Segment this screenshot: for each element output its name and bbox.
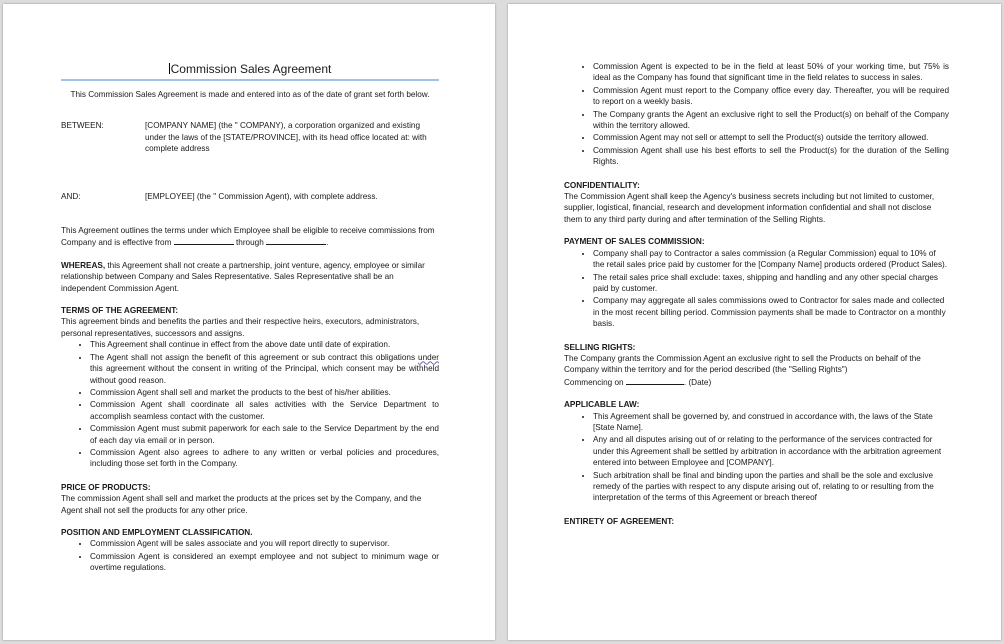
list-item[interactable]: • This Agreement shall continue in effect from the above date until date of expiration. (90, 339, 439, 350)
list-item[interactable]: • Company shall pay to Contractor a sales commission (a Regular Commission) equal to 10% of the retail sales price paid by customer for the [Company Name] products ordered (Product Sales). (593, 248, 949, 271)
whereas-paragraph[interactable]: WHEREAS, this Agreement shall not create a partnership, joint venture, agency, employee or similar relationship between Company and Sales Representative. Sales Representative shall be an independent Commission Agent. (61, 260, 425, 293)
list-item[interactable]: • Commission Agent will be sales associate and you will report directly to supervisor. (90, 538, 439, 549)
and-block[interactable] (61, 191, 439, 202)
commencing-date-blank[interactable] (626, 376, 684, 385)
intro-paragraph[interactable]: This Commission Sales Agreement is made and entered into as of the date of grant set forth below. (70, 90, 430, 99)
title-underline (61, 79, 439, 81)
and-label: AND: (61, 191, 81, 201)
list-item[interactable]: • Commission Agent must submit paperwork for each sale to the Service Department by the end of each day via email or in person. (90, 423, 439, 446)
list-item[interactable]: • Commission Agent also agrees to adhere to any written or verbal policies and procedures, including those set forth in the Company. (90, 447, 439, 470)
applicable-law-heading: APPLICABLE LAW: (564, 400, 640, 410)
date-blank-through[interactable] (266, 236, 326, 245)
terms-paragraph[interactable]: This agreement binds and benefits the parties and their respective heirs, executors, administrators, personal representatives, successors and assigns. (61, 317, 420, 338)
position-heading: POSITION AND EMPLOYMENT CLASSIFICATION. (61, 527, 253, 537)
list-item[interactable]: • The retail sales price shall exclude: taxes, shipping and handling and any other special charges paid by customer. (593, 272, 949, 295)
payment-list (564, 248, 949, 330)
between-text: [COMPANY NAME] (the " COMPANY), a corporation organized and existing under the laws of the [STATE/PROVINCE], with its head office located at: with complete address (145, 121, 427, 154)
confidentiality-paragraph[interactable]: The Commission Agent shall keep the Agency's business secrets including but not limited to customer, supplier, logistical, financial, research and development information confidential and shall not disclose them to any third party during and after termination of the Selling Rights. (564, 192, 935, 224)
terms-heading: TERMS OF THE AGREEMENT: (61, 306, 179, 316)
commencing-line[interactable]: Commencing on . (Date) (564, 377, 712, 387)
entirety-heading: ENTIRETY OF AGREEMENT: (564, 516, 675, 526)
price-paragraph[interactable]: The commission Agent shall sell and market the products at the prices set by the Company, and the Agent shall not sell the products for any other price. (61, 494, 422, 515)
terms-list (61, 339, 439, 469)
position-list (61, 538, 439, 573)
list-item[interactable]: • Any and all disputes arising out of or relating to the performance of the services contracted for under this Agreement shall be settled by arbitration in accordance with the arbitration agreement entered into between Employee and [COMPANY]. (593, 434, 949, 468)
selling-rights-paragraph[interactable]: The Company grants the Commission Agent an exclusive right to sell the Products on behalf of the Company within the territory and for the period described (the "Selling Rights") (564, 353, 921, 375)
confidentiality-heading: CONFIDENTIALITY: (564, 180, 640, 190)
selling-rights-heading: SELLING RIGHTS: (564, 342, 636, 352)
date-blank-from[interactable] (174, 236, 234, 245)
payment-heading: PAYMENT OF SALES COMMISSION: (564, 237, 705, 247)
list-item[interactable]: • Commission Agent shall sell and market the products to the best of his/her abilities. (90, 387, 439, 398)
and-text: [EMPLOYEE] (the " Commission Agent), with complete address. (145, 191, 378, 201)
between-label: BETWEEN: (61, 121, 104, 131)
list-item[interactable]: • Commission Agent shall use his best efforts to sell the Product(s) for the duration of the Selling Rights. (593, 145, 949, 168)
document-title[interactable]: Commission Sales Agreement (170, 62, 332, 76)
document-page-2[interactable] (508, 4, 1001, 640)
list-item[interactable]: • This Agreement shall be governed by, and construed in accordance with, the laws of the State [State Name]. (593, 411, 949, 434)
list-item[interactable]: • The Company grants the Agent an exclusive right to sell the Product(s) on behalf of the Company within the territory allowed. (593, 109, 949, 132)
list-item[interactable]: • Commission Agent must report to the Company office every day. Thereafter, you will be required to report on a weekly basis. (593, 85, 949, 108)
document-page-1[interactable] (3, 4, 495, 640)
between-block[interactable] (61, 120, 439, 154)
list-item[interactable]: • Company may aggregate all sales commissions owed to Contractor for sales made and collected in the most recent billing period. Commission payments shall be made to Contractor on a monthly basis. (593, 295, 949, 329)
list-item[interactable]: • The Agent shall not assign the benefit of this agreement or sub contract this obligations under this agreement without the consent in writing of the Principal, which consent may be withheld without good reason. (90, 352, 439, 386)
list-item[interactable]: • Commission Agent may not sell or attempt to sell the Product(s) outside the territory allowed. (593, 132, 949, 143)
list-item[interactable]: • Commission Agent is considered an exempt employee and not subject to minimum wage or overtime regulations. (90, 551, 439, 574)
law-list (564, 411, 949, 504)
price-heading: PRICE OF PRODUCTS: (61, 482, 151, 492)
list-item[interactable]: • Such arbitration shall be final and binding upon the parties and shall be the sole and exclusive remedy of the parties with respect to any dispute arising out of, relating to or resulting from the interpretation of the terms of this Agreement or breach thereof (593, 470, 949, 504)
outline-paragraph[interactable]: This Agreement outlines the terms under which Employee shall be eligible to receive commissions from Company and is effective from through . (61, 226, 435, 248)
list-item[interactable]: • Commission Agent is expected to be in the field at least 50% of your working time, but 75% is ideal as the Company has found that significant time in the field relates to success in sales. (593, 61, 949, 84)
text-cursor (169, 63, 170, 74)
list-item[interactable]: • Commission Agent shall coordinate all sales activities with the Service Department to accomplish seamless contact with the customer. (90, 399, 439, 422)
spelling-flag[interactable]: under (418, 352, 439, 362)
duties-list (564, 61, 949, 168)
